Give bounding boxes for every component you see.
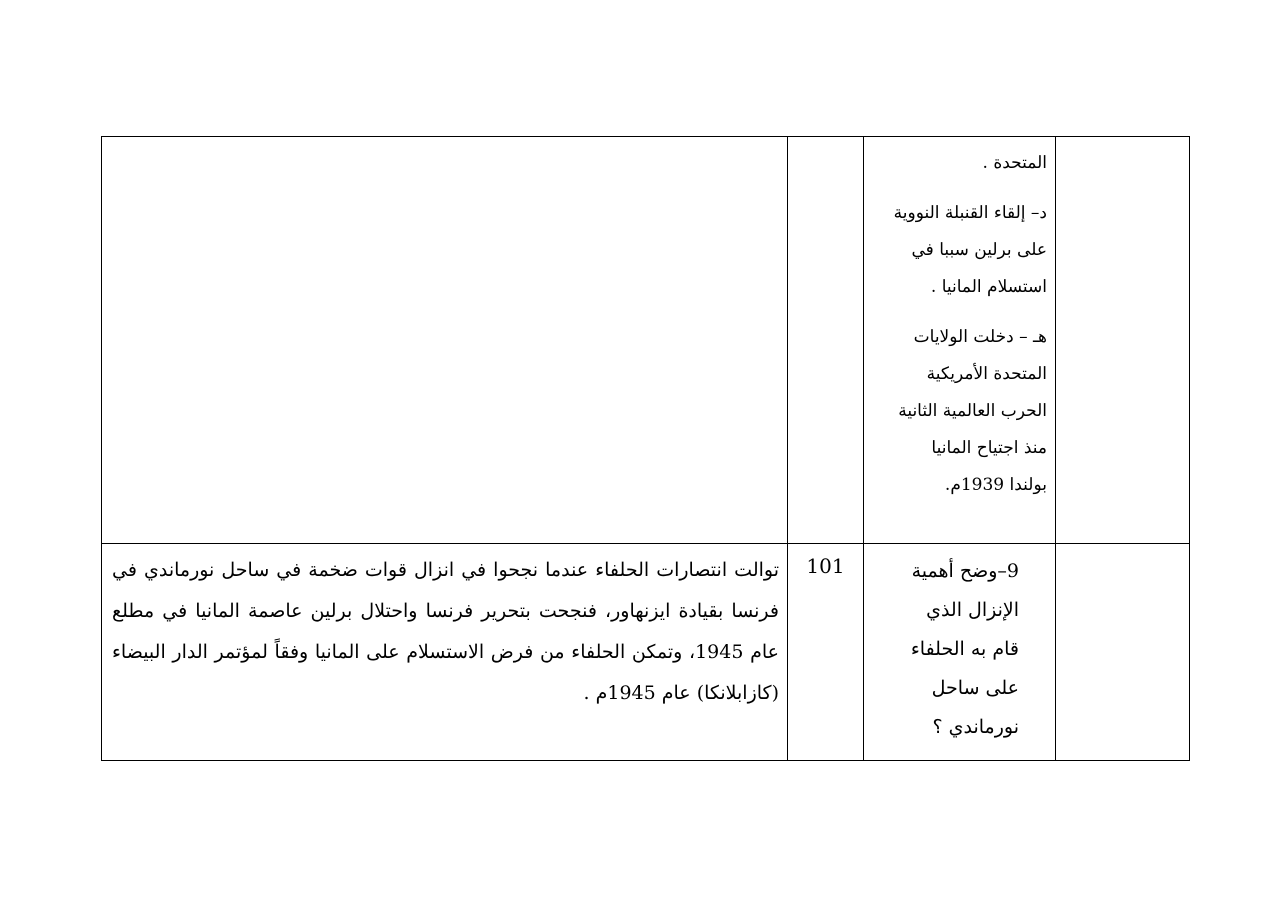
question-line: هـ – دخلت الولايات <box>913 327 1047 347</box>
question-line: نورماندي ؟ <box>932 716 1019 738</box>
number-cell <box>788 544 864 761</box>
number-cell <box>788 137 864 544</box>
question-number: 101 <box>806 554 845 578</box>
question-line: منذ اجتياح المانيا <box>931 438 1047 458</box>
question-cell <box>864 544 1056 761</box>
empty-cell <box>1056 137 1190 544</box>
question-line: على ساحل <box>931 677 1019 699</box>
table-row <box>102 137 1190 544</box>
question-line: بولندا 1939م. <box>944 475 1047 495</box>
empty-cell <box>1056 544 1190 761</box>
question-line: قام به الحلفاء <box>910 638 1019 660</box>
table-row <box>102 544 1190 761</box>
question-line: د– إلقاء القنبلة النووية <box>893 203 1047 223</box>
question-cell <box>864 137 1056 544</box>
answer-text: توالت انتصارات الحلفاء عندما نجحوا في انزال قوات ضخمة في ساحل نورماندي في فرنسا بقيادة ايزنهاور، فنجحت بتحرير فرنسا واحتلال برلين عاصمة المانيا في مطلع عام 1945، وتمكن الحلفاء من فرض الاستسلام على المانيا وفقاً لمؤتمر الدار البيضاء (كازابلانكا) عام 1945م . <box>112 559 779 704</box>
question-line: الحرب العالمية الثانية <box>898 401 1047 421</box>
question-line: المتحدة . <box>982 153 1047 173</box>
question-answer-table <box>101 136 1190 761</box>
question-line: المتحدة الأمريكية <box>926 364 1047 384</box>
question-line: الإنزال الذي <box>926 599 1019 621</box>
answer-cell <box>102 137 788 544</box>
answer-cell <box>102 544 788 761</box>
question-line: 9–وضح أهمية <box>911 560 1019 582</box>
question-line: على برلين سببا في <box>911 240 1047 260</box>
question-line: استسلام المانيا . <box>930 277 1047 297</box>
